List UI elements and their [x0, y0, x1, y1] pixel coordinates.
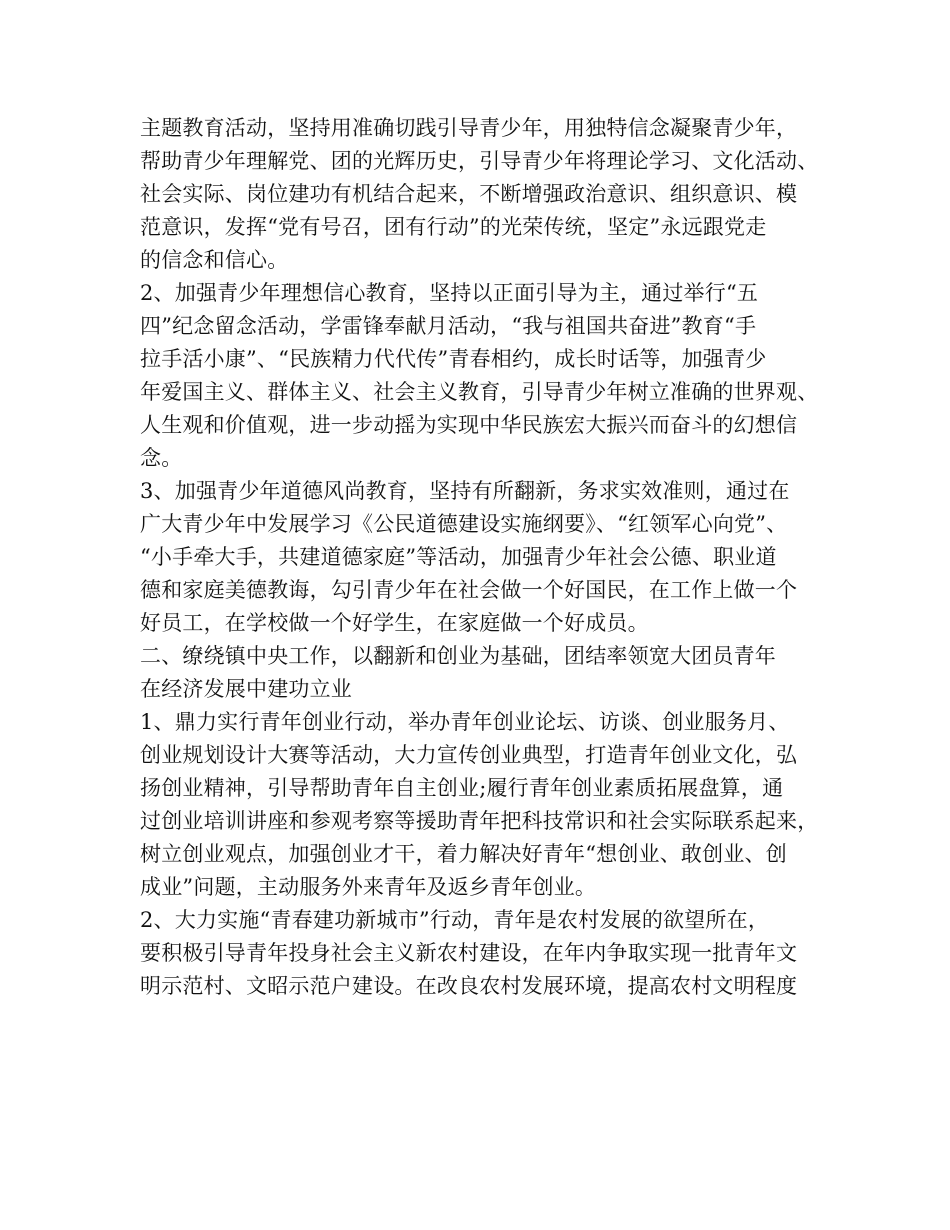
text-line: 二、缭绕镇中央工作，以翻新和创业为基础，团结率领宽大团员青年 [140, 644, 776, 668]
text-line: 社会实际、岗位建功有机结合起来，不断增强政治意识、组织意识、模 [140, 182, 798, 206]
text-line: 在经济发展中建功立业 [140, 677, 352, 701]
text-line: 创业规划设计大赛等活动，大力宣传创业典型，打造青年创业文化，弘 [140, 743, 798, 767]
text-line: 德和家庭美德教诲，勾引青少年在社会做一个好国民，在工作上做一个 [140, 578, 798, 602]
body-text [140, 112, 830, 1003]
text-line: 过创业培训讲座和参观考察等援助青年把科技常识和社会实际联系起来， [140, 809, 819, 833]
text-line: 明示范村、文昭示范户建设。在改良农村发展环境，提高农村文明程度 [140, 974, 798, 998]
text-line: 2、加强青少年理想信心教育，坚持以正面引导为主，通过举行“五 [140, 281, 759, 305]
text-line: 范意识，发挥“党有号召，团有行动”的光荣传统，坚定”永远跟党走 [140, 215, 767, 239]
text-line: 要积极引导青年投身社会主义新农村建设，在年内争取实现一批青年文 [140, 941, 798, 965]
text-line: 四”纪念留念活动，学雷锋奉献月活动，“我与祖国共奋进”教育“手 [140, 314, 757, 338]
text-line: 帮助青少年理解党、团的光辉历史，引导青少年将理论学习、文化活动、 [140, 149, 819, 173]
text-line: 念。 [140, 446, 183, 470]
text-line: 树立创业观点，加强创业才干，着力解决好青年“想创业、敢创业、创 [140, 842, 787, 866]
text-line: 广大青少年中发展学习《公民道德建设实施纲要》、“红领军心向党”、 [140, 512, 788, 536]
text-line: 主题教育活动，坚持用准确切践引导青少年，用独特信念凝聚青少年， [140, 116, 798, 140]
text-line: 拉手活小康”、“民族精力代代传”青春相约，成长时话等，加强青少 [140, 347, 767, 371]
text-line: 2、大力实施“青春建功新城市”行动，青年是农村发展的欲望所在， [140, 908, 770, 932]
text-line: 1、鼎力实行青年创业行动，举办青年创业论坛、访谈、创业服务月、 [140, 710, 790, 734]
text-line: 好员工，在学校做一个好学生，在家庭做一个好成员。 [140, 611, 649, 635]
text-line: 成业”问题，主动服务外来青年及返乡青年创业。 [140, 875, 597, 899]
text-line: 的信念和信心。 [140, 248, 289, 272]
text-line: 扬创业精神，引导帮助青年自主创业;履行青年创业素质拓展盘算，通 [140, 776, 784, 800]
text-line: 人生观和价值观，进一步动摇为实现中华民族宏大振兴而奋斗的幻想信 [140, 413, 798, 437]
text-line: 年爱国主义、群体主义、社会主义教育，引导青少年树立准确的世界观、 [140, 380, 819, 404]
text-line: 3、加强青少年道德风尚教育，坚持有所翻新，务求实效准则，通过在 [140, 479, 790, 503]
text-line: “小手牵大手，共建道德家庭”等活动，加强青少年社会公德、职业道 [140, 545, 777, 569]
